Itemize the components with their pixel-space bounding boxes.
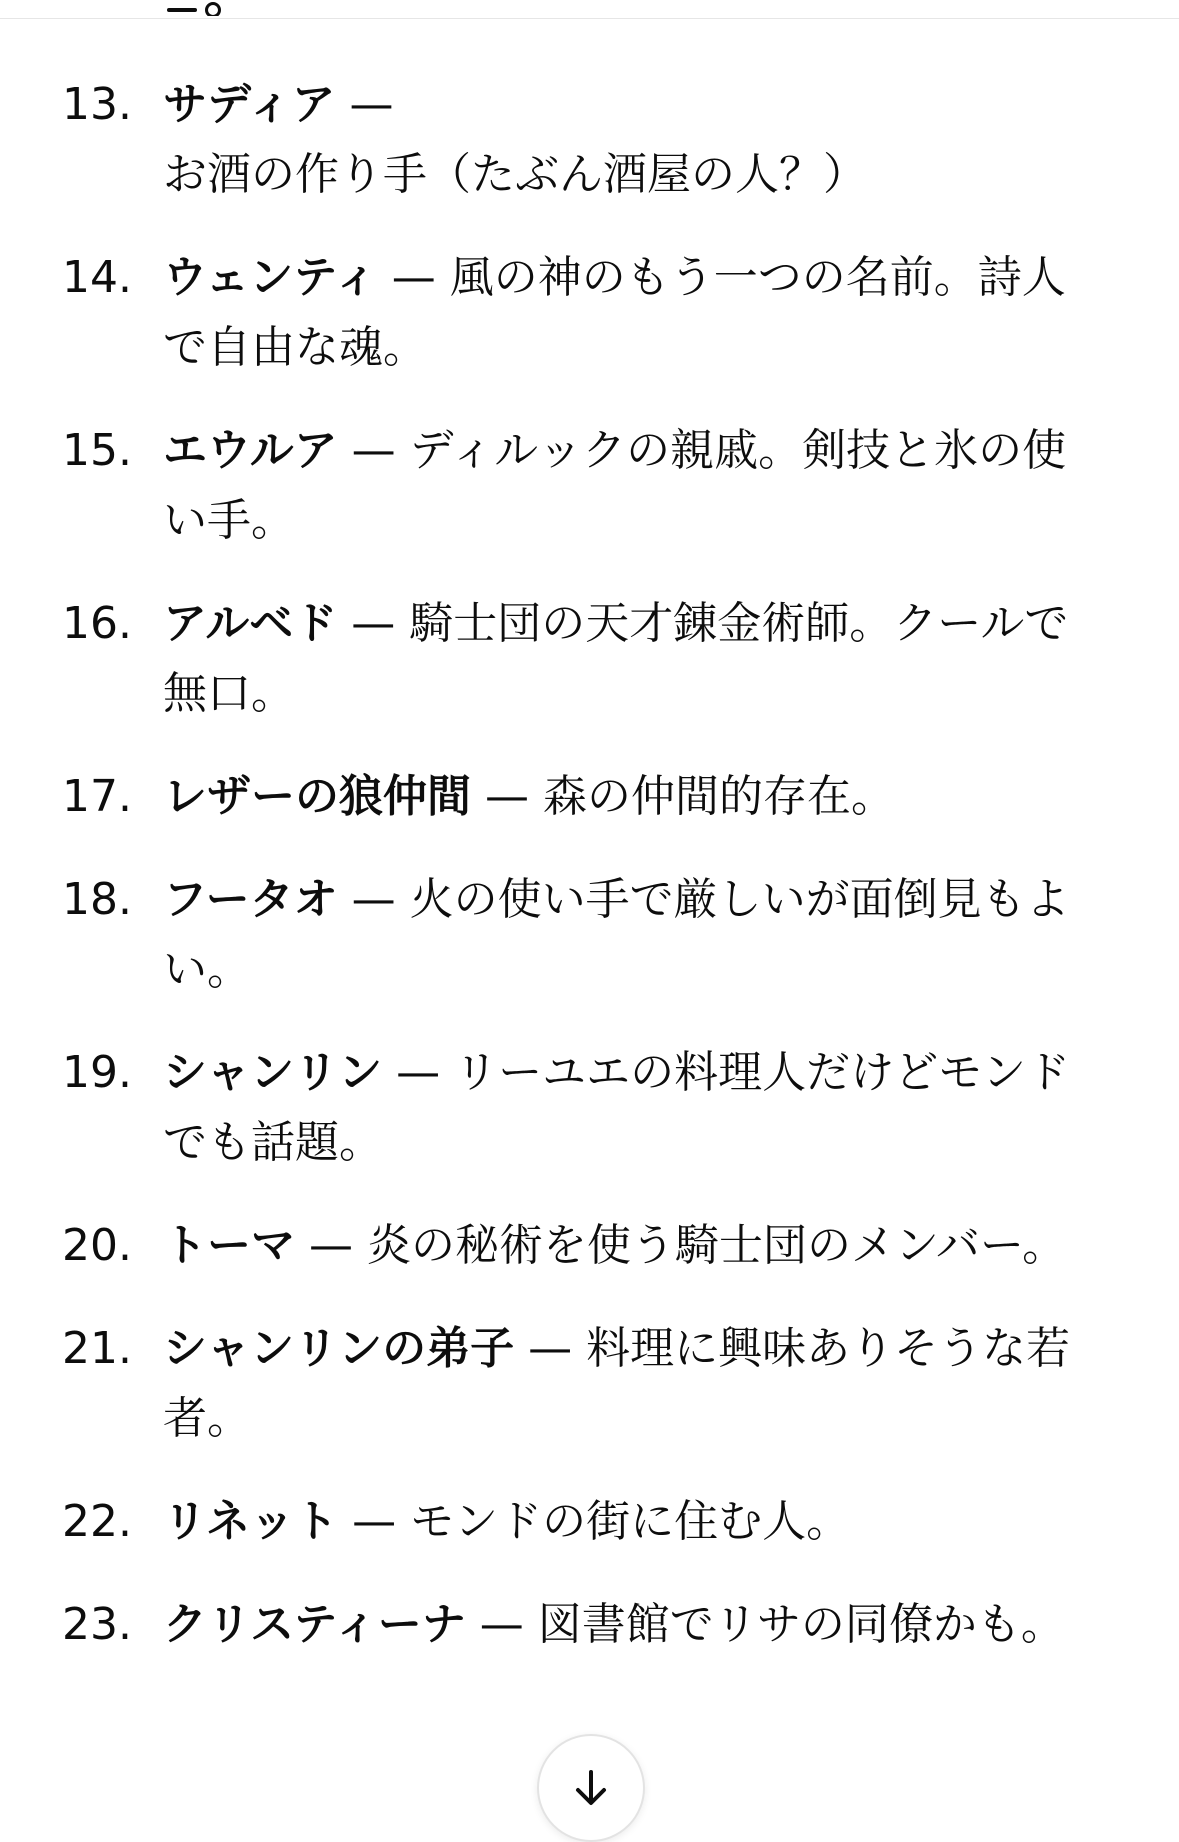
list-item-separator: — <box>465 1599 538 1650</box>
list-item-name: アルベド <box>163 598 338 649</box>
list-item-description: ディルックの親戚。剣技と氷の使い手。 <box>163 425 1067 546</box>
list-item-separator: — <box>382 1047 455 1098</box>
list-item-name: レザーの狼仲間 <box>163 771 471 822</box>
list-item-number: 16. <box>62 598 132 649</box>
list-item-number: 19. <box>62 1047 132 1098</box>
list-item-description: 風の神のもう一つの名前。詩人で自由な魂。 <box>163 252 1066 373</box>
list-item-number: 17. <box>62 771 132 822</box>
list-item-description: モンドの街に住む人。 <box>410 1496 851 1547</box>
list-item-name: シャンリン <box>163 1047 383 1098</box>
list-item-name: フータオ <box>163 874 338 925</box>
list-item <box>0 1211 1179 1281</box>
list-item-description: リーユエの料理人だけどモンドでも話題。 <box>163 1047 1071 1168</box>
list-item-number: 21. <box>62 1323 132 1374</box>
list-item-description: 火の使い手で厳しいが面倒見もよい。 <box>163 874 1070 995</box>
list-item-description: お酒の作り手（たぶん酒屋の人？） <box>163 149 867 200</box>
list-item-separator: — <box>295 1220 367 1271</box>
list-item-separator: — <box>337 598 410 649</box>
list-item-number: 20. <box>62 1220 132 1271</box>
list-item <box>0 243 1179 383</box>
list-item-number: 15. <box>62 425 132 476</box>
list-item <box>0 1038 1179 1178</box>
list-item <box>0 1314 1179 1454</box>
list-item-number: 23. <box>62 1599 132 1650</box>
scroll-to-bottom-button[interactable] <box>537 1734 645 1842</box>
list-item-name: シャンリンの弟子 <box>163 1323 515 1374</box>
arrow-down-icon <box>569 1766 613 1810</box>
list-item-description: 森の仲間的存在。 <box>542 771 895 822</box>
list-item-number: 22. <box>62 1496 132 1547</box>
list-item-separator: — <box>471 771 543 822</box>
list-item-number: 14. <box>62 252 132 303</box>
list-item <box>0 589 1179 729</box>
list-item <box>0 762 1179 832</box>
list-item-name: サディア <box>163 79 336 130</box>
list-item-name: ウェンティ <box>163 252 378 303</box>
list-item-separator: — <box>337 874 410 925</box>
list-item-name: リネット <box>163 1496 339 1547</box>
list-item <box>0 70 1179 210</box>
character-list <box>0 70 1179 1693</box>
list-item-separator: — <box>338 1496 411 1547</box>
list-item <box>0 1590 1179 1660</box>
list-item-separator: — <box>514 1323 587 1374</box>
list-item <box>0 1487 1179 1557</box>
list-item-description: 図書館でリサの同僚かも。 <box>537 1599 1065 1650</box>
clipped-previous-line <box>163 0 223 16</box>
list-item <box>0 865 1179 1005</box>
list-item-name: トーマ <box>163 1220 295 1271</box>
list-item-description: 料理に興味ありそうな若者。 <box>163 1323 1071 1444</box>
list-item-separator: — <box>337 425 410 476</box>
list-item-separator: — <box>377 252 450 303</box>
list-item-name: エウルア <box>163 425 338 476</box>
list-item-separator: — <box>335 79 394 130</box>
top-divider <box>0 18 1179 19</box>
list-item-description: 騎士団の天才錬金術師。クールで無口。 <box>163 598 1069 719</box>
list-item-description: 炎の秘術を使う騎士団のメンバー。 <box>366 1220 1067 1271</box>
list-item <box>0 416 1179 556</box>
list-item-number: 18. <box>62 874 132 925</box>
list-item-name: クリスティーナ <box>163 1599 466 1650</box>
list-item-number: 13. <box>62 79 132 130</box>
